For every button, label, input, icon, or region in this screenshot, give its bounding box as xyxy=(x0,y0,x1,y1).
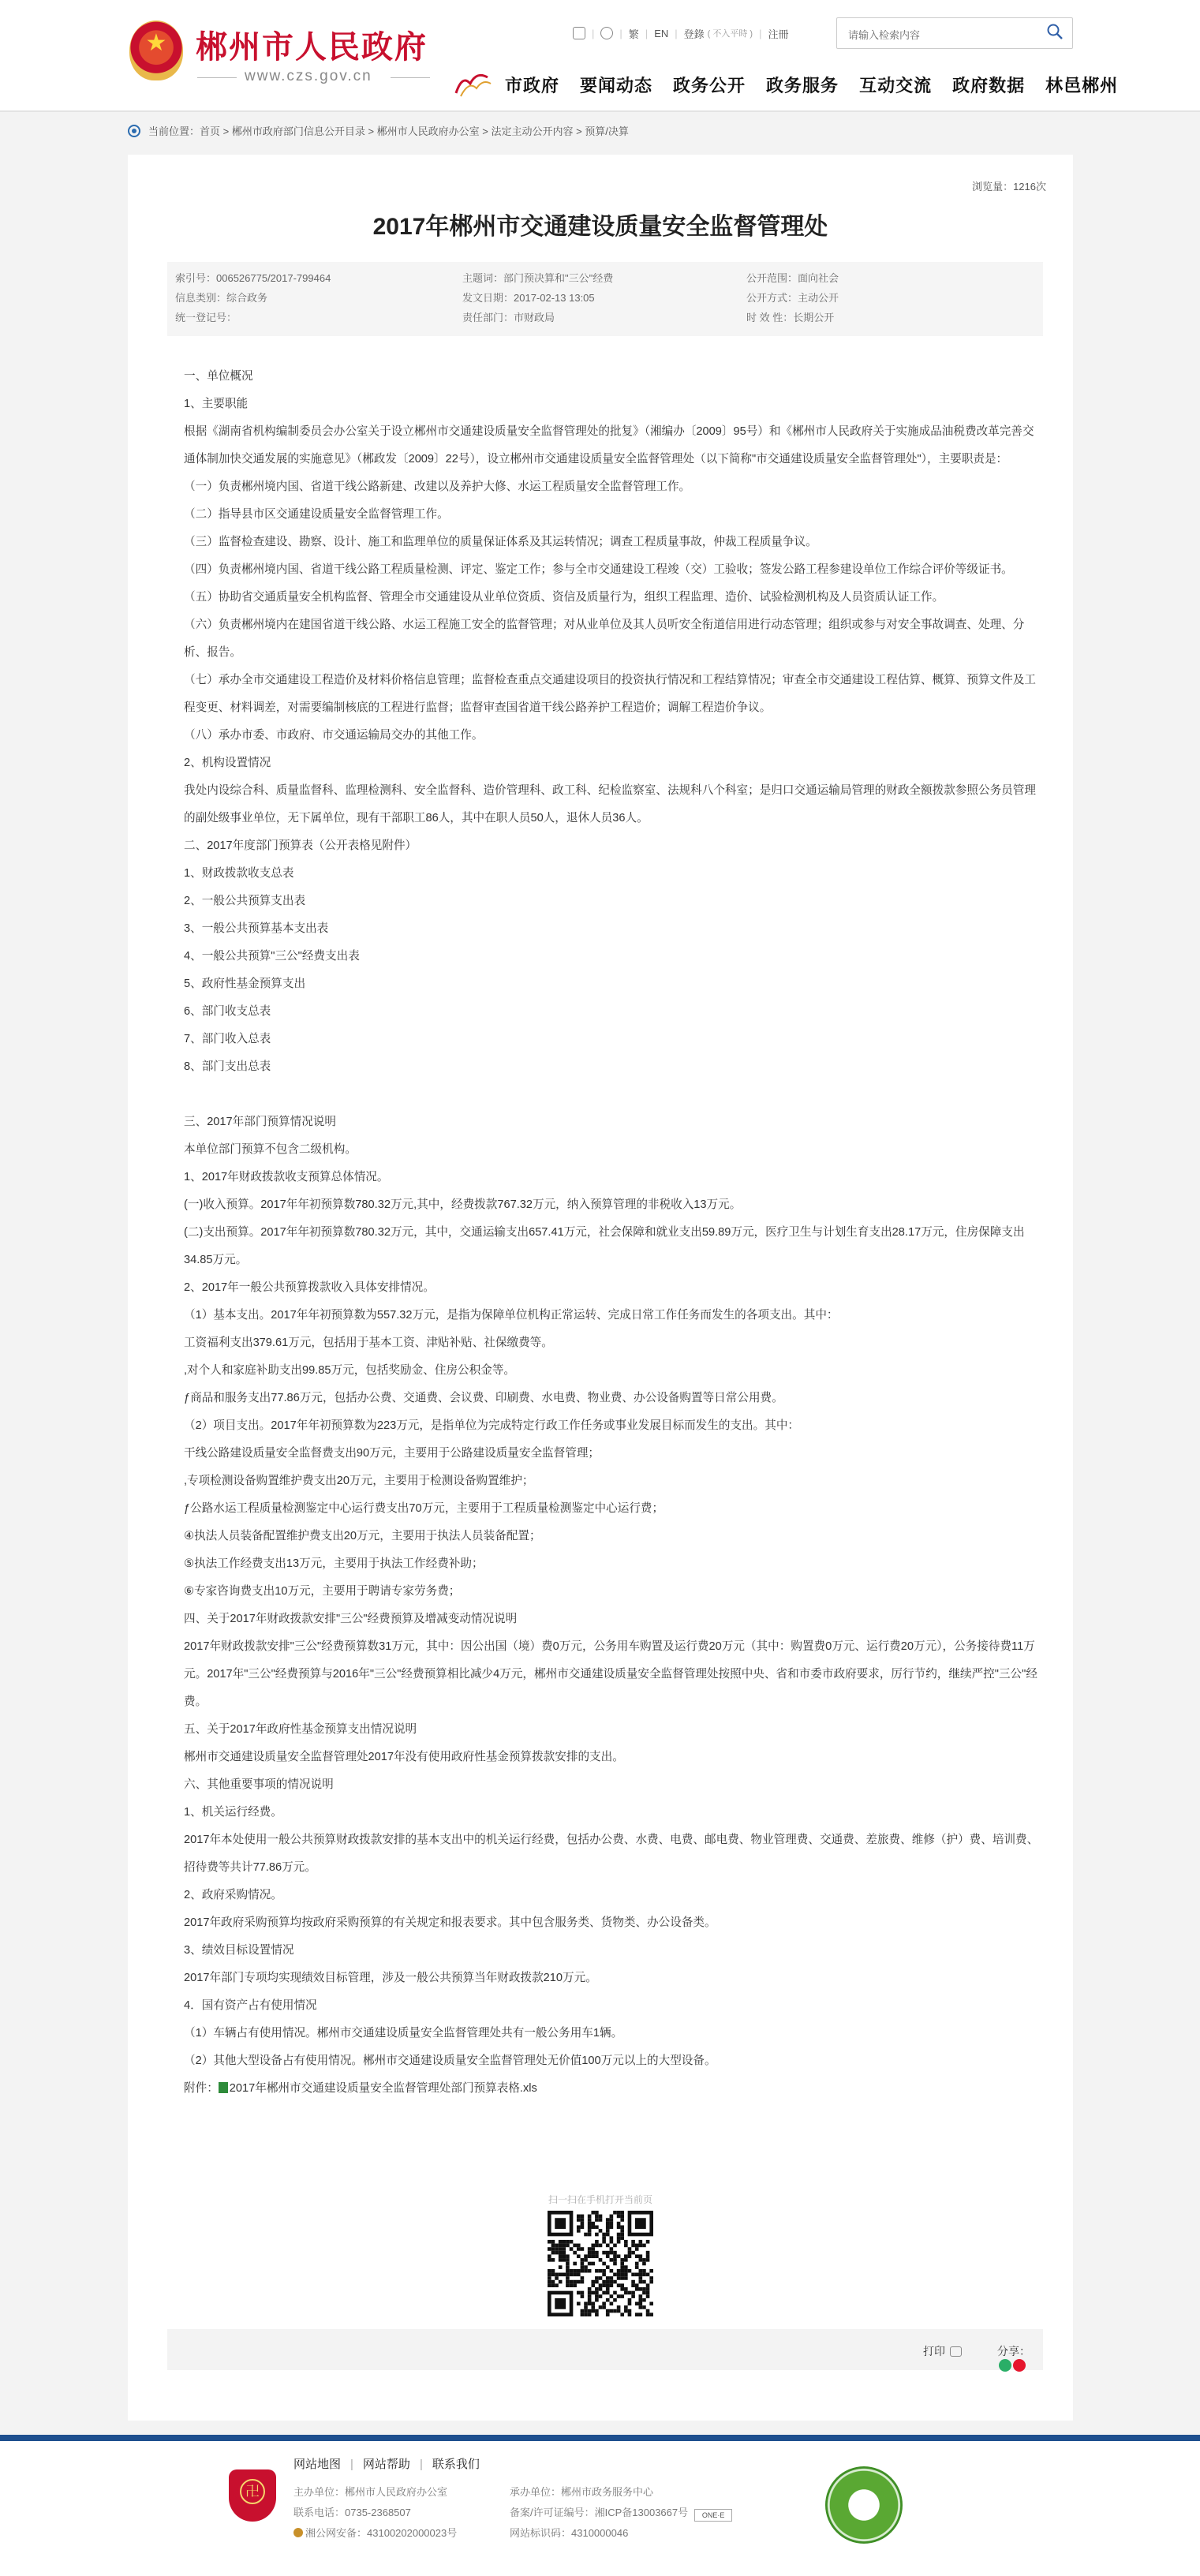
nav-item-interaction[interactable]: 互动交流 xyxy=(859,76,933,95)
article-paragraph: 4．国有资产占有使用情况 xyxy=(184,1999,317,2012)
article-toolbar xyxy=(167,2329,1043,2370)
article-paragraph: 2、政府采购情况。 xyxy=(184,1889,282,1901)
national-emblem-icon: ★ xyxy=(129,21,183,80)
article-paragraph: 根据《湖南省机构编制委员会办公室关于设立郴州市交通建设质量安全监督管理处的批复》（湘编办〔2009〕95号）和《郴州市人民政府关于实施成品油税费改革完善交通体制加快交通发展的实施意见》（郴政发〔2009〕22号），设立郴州市交通建设质量安全监督管理处（以下简称"市交通建设质量安全监督管理处"），主要职责是： xyxy=(184,425,1034,465)
footer-col-right xyxy=(510,2482,732,2544)
footer-icp-text[interactable]: 备案/许可证编号：湘ICP备13003667号 xyxy=(510,2507,689,2518)
beian-badge[interactable]: ONE·E xyxy=(694,2509,732,2522)
nav-item-government-data[interactable]: 政府数据 xyxy=(952,76,1026,95)
article-panel xyxy=(128,155,1073,2421)
url-divider-left xyxy=(197,77,237,78)
footer-site-code: 网站标识码：4310000046 xyxy=(510,2527,629,2539)
article-paragraph: ƒ公路水运工程质量检测鉴定中心运行费支出70万元，主要用于工程质量检测鉴定中心运行费； xyxy=(184,1502,664,1515)
footer-links: 网站地图 | 网站帮助 | 联系我们 xyxy=(293,2458,480,2471)
footer-police-text: 湘公网安备：43100202000023号 xyxy=(305,2527,458,2539)
party-government-badge-icon[interactable]: 卍 xyxy=(229,2469,276,2522)
qr-caption: 扫一扫在手机打开当前页 xyxy=(548,2194,652,2205)
printer-icon xyxy=(950,2346,962,2357)
article-paragraph: （六）负责郴州境内在建国省道干线公路、水运工程施工安全的监督管理；对从业单位及其人员听安全衔道信用进行动态管理；组织或参与对安全事故调查、处理、分析、报告。 xyxy=(184,619,1025,659)
article-paragraph: （八）承办市委、市政府、市交通运输局交办的其他工作。 xyxy=(184,729,484,742)
footer-link-sitemap[interactable]: 网站地图 xyxy=(293,2458,342,2471)
register-link[interactable]: 注冊 xyxy=(768,28,789,40)
footer-link-contact[interactable]: 联系我们 xyxy=(432,2458,480,2471)
login-hint: ( 不入平時 ) xyxy=(707,29,753,39)
article-paragraph: （四）负责郴州境内国、省道干线公路工程质量检测、评定、鉴定工作；参与全市交通建设工程竣（交）工验收；签发公路工程参建设单位工作综合评价等级证书。 xyxy=(184,563,1013,576)
nav-item-government-affairs-disclosure[interactable]: 政务公开 xyxy=(673,76,746,95)
search-placeholder: 请输入检索内容 xyxy=(848,29,921,41)
main-nav xyxy=(505,73,1138,97)
breadcrumb-path[interactable]: 首页 > 郴州市政府部门信息公开目录 > 郴州市人民政府办公室 > 法定主动公开内容 > 预算/决算 xyxy=(200,125,629,137)
article-paragraph: （一）负责郴州境内国、省道干线公路新建、改建以及养护大修、水运工程质量安全监督管理工作。 xyxy=(184,480,691,493)
article-paragraph: （2）项目支出。2017年年初预算数为223万元，是指单位为完成特定行政工作任务或事业发展目标而发生的支出。其中： xyxy=(184,1419,800,1432)
meta-department: 责任部门：市财政局 xyxy=(462,312,555,323)
article-paragraph: 5、政府性基金预算支出 xyxy=(184,978,306,990)
site-name[interactable]: 郴州市人民政府 xyxy=(196,29,428,65)
article-paragraph: 本单位部门预算不包含二级机构。 xyxy=(184,1143,357,1156)
meta-index-no: 索引号：006526775/2017-799464 xyxy=(175,272,331,284)
article-paragraph: 6、部门收支总表 xyxy=(184,1005,271,1018)
paragraph-spacer xyxy=(158,1081,1043,1109)
article-paragraph: 六、其他重要事项的情况说明 xyxy=(184,1778,334,1791)
article-paragraph: （2）其他大型设备占有使用情况。郴州市交通建设质量安全监督管理处无价值100万元以上的大型设备。 xyxy=(184,2054,716,2067)
share-label: 分享： xyxy=(997,2345,1030,2357)
breadcrumb-label: 当前位置： xyxy=(148,125,200,137)
view-count: 浏览量：1216次 xyxy=(972,181,1046,193)
article-paragraph: 2017年政府采购预算均按政府采购预算的有关规定和报表要求。其中包含服务类、货物类、办公设备类。 xyxy=(184,1916,716,1929)
print-button[interactable] xyxy=(923,2343,962,2359)
article-paragraph: 我处内设综合科、质量监督科、监理检测科、安全监督科、造价管理科、政工科、纪检监察室、法规科八个科室；是归口交通运输局管理的财政全额拨款参照公务员管理的副处级事业单位，无下属单位，现有干部职工86人，其中在职人员50人，退休人员36人。 xyxy=(184,784,1036,824)
site-header xyxy=(0,0,1200,112)
article-paragraph: 郴州市交通建设质量安全监督管理处2017年没有使用政府性基金预算拨款安排的支出。 xyxy=(184,1751,624,1763)
article-paragraph: 二、2017年度部门预算表（公开表格见附件） xyxy=(184,839,417,852)
meta-publish-date: 发文日期：2017-02-13 13:05 xyxy=(462,292,595,304)
wechat-share-icon[interactable] xyxy=(999,2359,1011,2372)
article-paragraph: 2、一般公共预算支出表 xyxy=(184,895,306,907)
article-paragraph: ,对个人和家庭补助支出99.85万元，包括奖励金、住房公积金等。 xyxy=(184,1364,516,1377)
meta-subject: 主题词：部门预决算和"三公"经费 xyxy=(462,272,614,284)
meta-method: 公开方式：主动公开 xyxy=(746,292,839,304)
share-group xyxy=(997,2343,1043,2372)
excel-file-icon xyxy=(219,2082,228,2093)
meta-uniform-code: 统一登记号： xyxy=(175,312,237,323)
article-paragraph: 1、财政拨款收支总表 xyxy=(184,867,294,880)
elder-mode-icon[interactable] xyxy=(573,27,585,39)
article-paragraph: 1、主要职能 xyxy=(184,398,249,410)
accessibility-icon[interactable] xyxy=(600,27,613,39)
article-paragraph: ƒ商品和服务支出77.86万元，包括办公费、交通费、会议费、印刷费、水电费、物业费、办公设备购置等日常公用费。 xyxy=(184,1392,783,1404)
breadcrumb xyxy=(128,123,629,138)
footer-divider xyxy=(0,2435,1200,2441)
footer-col-left xyxy=(293,2482,457,2544)
article-paragraph: 2017年部门专项均实现绩效目标管理，涉及一般公共预算当年财政拨款210万元。 xyxy=(184,1972,597,1984)
footer-icp xyxy=(510,2503,732,2523)
footer-organizer: 主办单位：郴州市人民政府办公室 xyxy=(293,2486,448,2498)
traditional-chinese-link[interactable]: 繁 xyxy=(628,28,639,40)
police-badge-icon xyxy=(293,2528,303,2537)
article-paragraph: 3、一般公共预算基本支出表 xyxy=(184,922,329,935)
top-utility-bar: | | 繁 | EN | 登錄 ( 不入平時 ) | 注冊 xyxy=(566,24,795,43)
meta-info-category: 信息类别：综合政务 xyxy=(175,292,268,304)
article-paragraph: 一、单位概况 xyxy=(184,370,253,383)
english-link[interactable]: EN xyxy=(654,27,669,39)
nav-decoration-icon xyxy=(453,69,492,98)
footer-undertaker: 承办单位：郴州市政务服务中心 xyxy=(510,2486,654,2498)
article-paragraph: 1、2017年财政拨款收支预算总体情况。 xyxy=(184,1171,389,1183)
article-paragraph: (一)收入预算。2017年年初预算数780.32万元,其中，经费拨款767.32万元，纳入预算管理的非税收入13万元。 xyxy=(184,1198,742,1211)
article-paragraph: 2、机构设置情况 xyxy=(184,757,271,769)
search-input[interactable] xyxy=(836,17,1073,49)
location-icon xyxy=(128,125,140,137)
search-icon[interactable] xyxy=(1047,24,1063,39)
article-meta-box xyxy=(167,262,1043,336)
article-paragraph: 3、绩效目标设置情况 xyxy=(184,1944,294,1957)
article-paragraph: 干线公路建设质量安全监督费支出90万元，主要用于公路建设质量安全监督管理； xyxy=(184,1447,600,1460)
meta-validity: 时 效 性：长期公开 xyxy=(746,312,835,323)
article-paragraph: （二）指导县市区交通建设质量安全监督管理工作。 xyxy=(184,508,449,521)
article-paragraph: （七）承办全市交通建设工程造价及材料价格信息管理；监督检查重点交通建设项目的投资执行情况和工程结算情况；审查全市交通建设工程估算、概算、预算文件及工程变更、材料调差，对需要编制核底的工程进行监督；监督审查国省道干线公路养护工程造价；调解工程造价争议。 xyxy=(184,674,1036,714)
attachment-link[interactable]: 2017年郴州市交通建设质量安全监督管理处部门预算表格.xls xyxy=(229,2082,537,2095)
site-footer xyxy=(0,2441,1200,2576)
article-paragraph: （1）车辆占有使用情况。郴州市交通建设质量安全监督管理处共有一般公务用车1辆。 xyxy=(184,2027,623,2039)
url-divider-right xyxy=(391,77,430,78)
footer-police-record[interactable] xyxy=(293,2523,457,2544)
article-paragraph: ⑤执法工作经费支出13万元，主要用于执法工作经费补助； xyxy=(184,1557,484,1570)
article-paragraph: 2、2017年一般公共预算拨款收入具体安排情况。 xyxy=(184,1281,435,1294)
article-paragraph: （三）监督检查建设、勘察、设计、施工和监理单位的质量保证体系及其运转情况；调查工程质量事故，仲裁工程质量争议。 xyxy=(184,536,817,548)
footer-contact: 联系电话：0735-2368507 xyxy=(293,2507,411,2518)
weibo-share-icon[interactable] xyxy=(1013,2359,1026,2372)
article-paragraph: 五、关于2017年政府性基金预算支出情况说明 xyxy=(184,1723,417,1736)
article-paragraph: 8、部门支出总表 xyxy=(184,1060,271,1073)
article-paragraph: （1）基本支出。2017年年初预算数为557.32万元，是指为保障单位机构正常运转、完成日常工作任务而发生的各项支出。其中： xyxy=(184,1309,839,1322)
site-url: www.czs.gov.cn xyxy=(245,68,372,84)
article-paragraph: 工资福利支出379.61万元，包括用于基本工资、津贴补贴、社保缴费等。 xyxy=(184,1337,553,1349)
print-label: 打印 xyxy=(923,2345,945,2357)
login-link[interactable]: 登錄 xyxy=(683,28,705,40)
article-body xyxy=(158,363,1043,2103)
page-title: 2017年郴州市交通建设质量安全监督管理处 xyxy=(372,214,828,240)
article-paragraph: 7、部门收入总表 xyxy=(184,1033,271,1045)
article-paragraph: 四、关于2017年财政拨款安排"三公"经费预算及增减变动情况说明 xyxy=(184,1613,518,1625)
footer-link-help[interactable]: 网站帮助 xyxy=(362,2458,410,2471)
government-website-seal-icon[interactable] xyxy=(825,2466,903,2544)
article-paragraph: (二)支出预算。2017年年初预算数780.32万元，其中，交通运输支出657.41万元，社会保障和就业支出59.89万元，医疗卫生与计划生育支出28.17万元，住房保障支出34.85万元。 xyxy=(184,1226,1025,1266)
article-paragraph: ⑥专家咨询费支出10万元，主要用于聘请专家劳务费； xyxy=(184,1585,461,1598)
qr-code-icon xyxy=(548,2211,653,2316)
article-paragraph: ④执法人员装备配置维护费支出20万元，主要用于执法人员装备配置； xyxy=(184,1530,541,1542)
nav-item-city-government[interactable]: 市政府 xyxy=(505,76,560,95)
article-paragraph: 2017年本处使用一般公共预算财政拨款安排的基本支出中的机关运行经费，包括办公费、水费、电费、邮电费、物业管理费、交通费、差旅费、维修（护）费、培训费、招待费等共计77.86万元。 xyxy=(184,1834,1039,1874)
attachment-label: 附件： xyxy=(184,2082,219,2095)
article-paragraph: 4、一般公共预算"三公"经费支出表 xyxy=(184,950,360,963)
article-paragraph: 2017年财政拨款安排"三公"经费预算数31万元，其中：因公出国（境）费0万元，公务用车购置及运行费20万元（其中：购置费0万元、运行费20万元），公务接待费11万元。2017年"三公"经费预算与2016年"三公"经费预算相比减少4万元，郴州市交通建设质量安全监督管理处按照中央、省和市委市政府要求，厉行节约，继续严控"三公"经费。 xyxy=(184,1640,1037,1708)
nav-item-news[interactable]: 要闻动态 xyxy=(580,76,653,95)
meta-scope: 公开范围：面向社会 xyxy=(746,272,839,284)
article-paragraph: 1、机关运行经费。 xyxy=(184,1806,282,1819)
attachment-line xyxy=(158,2075,1043,2103)
nav-item-linyi-chenzhou[interactable]: 林邑郴州 xyxy=(1045,76,1119,95)
nav-item-government-services[interactable]: 政务服务 xyxy=(766,76,839,95)
article-paragraph: 三、2017年部门预算情况说明 xyxy=(184,1116,336,1128)
article-paragraph: （五）协助省交通质量安全机构监督、管理全市交通建设从业单位资质、资信及质量行为，组织工程监理、造价、试验检测机构及人员资质认证工作。 xyxy=(184,591,944,604)
article-paragraph: ,专项检测设备购置维护费支出20万元，主要用于检测设备购置维护； xyxy=(184,1475,534,1487)
